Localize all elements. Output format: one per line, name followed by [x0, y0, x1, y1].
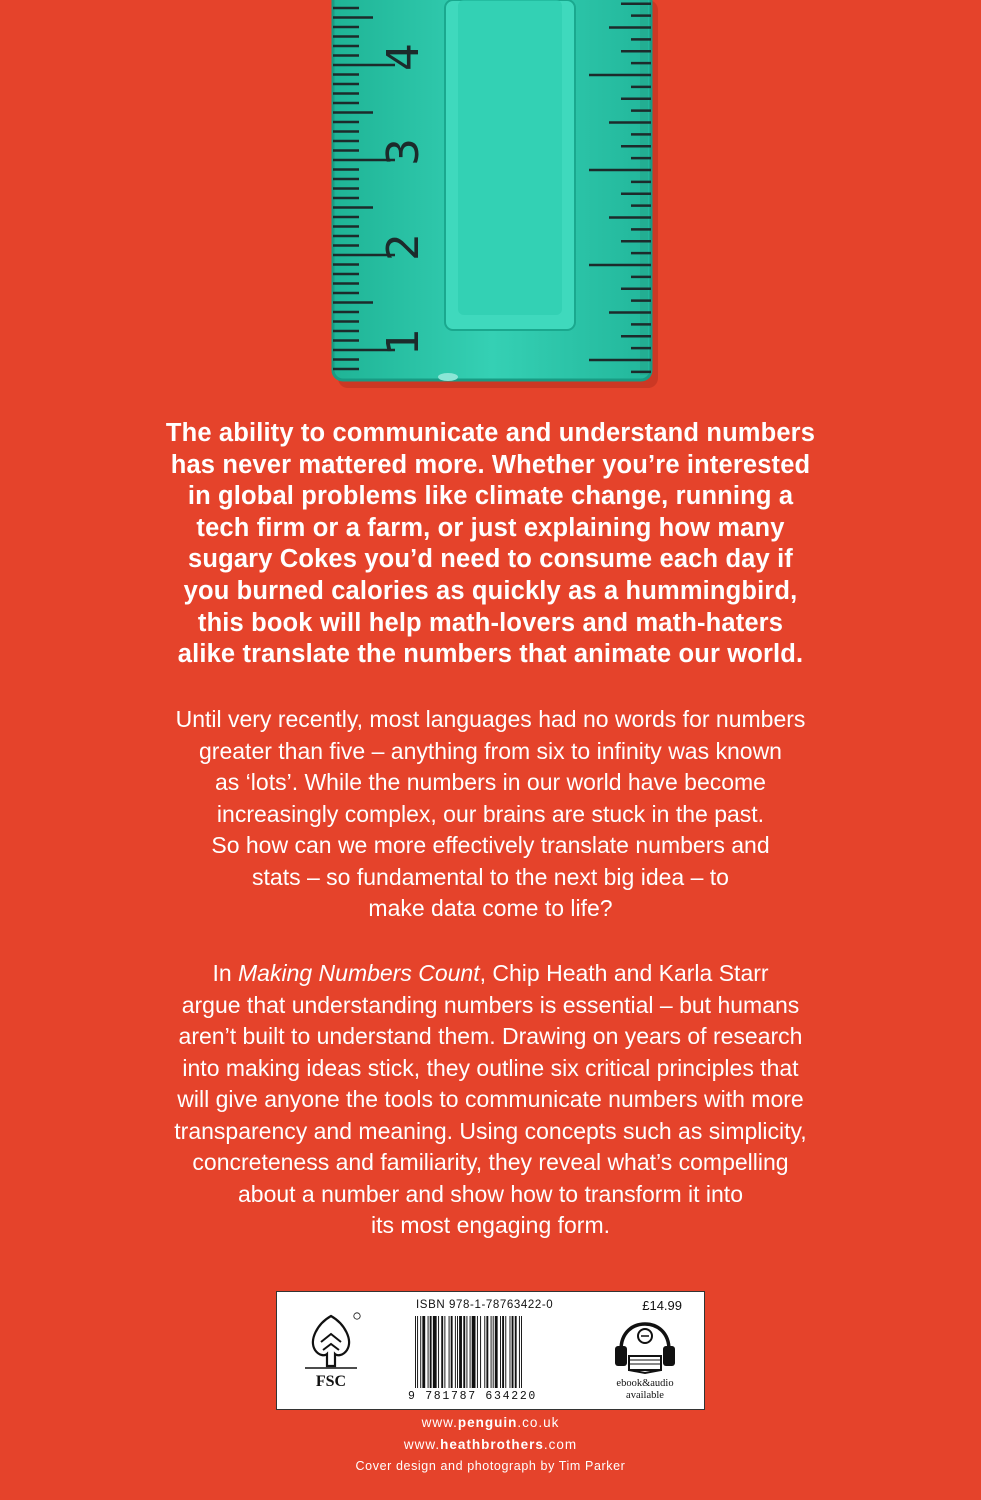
para-line: argue that understanding numbers is essential – but humans — [181, 991, 800, 1018]
barcode-bar — [417, 1316, 418, 1388]
ruler-number: 1 — [378, 328, 429, 356]
barcode-bar — [449, 1316, 450, 1388]
para-line: So how can we more effectively translate numbers and — [211, 832, 770, 858]
fsc-logo-icon — [299, 1310, 363, 1390]
penguin-url[interactable] — [0, 1415, 981, 1430]
lead-line: you burned calories as quickly as a hummingbird, — [183, 576, 798, 605]
lead-line: sugary Cokes you’d need to consume each day if — [188, 545, 793, 574]
para-line: about a number and show how to transform it into — [237, 1180, 743, 1207]
barcode-bar — [486, 1316, 488, 1388]
barcode-bar — [438, 1316, 439, 1388]
lead-line: alike translate the numbers that animate our world. — [177, 640, 804, 669]
barcode-bar — [519, 1316, 520, 1388]
para-line: concreteness and familiarity, they reveal what’s compelling — [192, 1149, 789, 1175]
ebook-audio-label — [597, 1378, 693, 1402]
audio-label-line: available — [626, 1390, 664, 1401]
barcode-bar — [441, 1316, 443, 1388]
book-title: Making Numbers Count — [238, 960, 480, 986]
para-suffix: , Chip Heath and Karla Starr — [479, 960, 769, 986]
body-paragraph-2 — [60, 958, 921, 1242]
para-line: will give anyone the tools to communicate numbers with more — [177, 1086, 804, 1112]
barcode-bar — [433, 1316, 437, 1388]
fsc-label: FSC — [315, 1373, 347, 1390]
barcode-bar — [459, 1316, 462, 1388]
barcode-bar — [484, 1316, 485, 1388]
lead-line: tech firm or a farm, or just explaining how many — [196, 513, 785, 542]
url-domain: penguin — [457, 1415, 518, 1430]
barcode-bar — [428, 1316, 429, 1388]
barcode-bar — [477, 1316, 478, 1388]
ruler-number: 4 — [378, 43, 429, 71]
barcode-bar — [505, 1316, 506, 1388]
barcode-bar — [463, 1316, 465, 1388]
lead-paragraph — [60, 418, 921, 671]
barcode-bar — [466, 1316, 467, 1388]
body-paragraph-1 — [60, 704, 921, 925]
barcode-digits: 9 781787 634220 — [408, 1390, 538, 1403]
ruler-number: 3 — [378, 138, 429, 166]
heathbrothers-url[interactable] — [0, 1437, 981, 1452]
barcode-bar — [472, 1316, 476, 1388]
barcode-bar — [493, 1316, 494, 1388]
price-label: £14.99 — [642, 1298, 682, 1313]
para-line: Until very recently, most languages had no words for numbers — [175, 706, 806, 732]
ruler-illustration — [0, 0, 981, 400]
ruler-number: 2 — [378, 233, 429, 261]
url-domain: heathbrothers — [440, 1437, 544, 1452]
para-line-first — [60, 958, 921, 990]
barcode-bar — [457, 1316, 458, 1388]
barcode-icon — [413, 1316, 557, 1388]
barcode-bar — [515, 1316, 517, 1388]
lead-line: The ability to communicate and understand numbers — [165, 419, 816, 447]
barcode-panel — [276, 1291, 705, 1410]
barcode-bar — [491, 1316, 492, 1388]
isbn-number: ISBN 978-1-78763422-0 — [416, 1299, 554, 1311]
barcode-bar — [500, 1316, 501, 1388]
barcode-bar — [422, 1316, 425, 1388]
para-line: into making ideas stick, they outline six critical principles that — [182, 1054, 799, 1081]
para-line: greater than five – anything from six to infinity was known — [199, 737, 782, 764]
barcode-bar — [512, 1316, 514, 1388]
url-prefix: www. — [421, 1415, 458, 1430]
barcode-bar — [510, 1316, 511, 1388]
para-line: its most engaging form. — [370, 1212, 611, 1238]
para-prefix: In — [212, 960, 239, 986]
barcode-bar — [495, 1316, 498, 1388]
barcode-bar — [430, 1316, 432, 1388]
ruler-photo — [0, 0, 981, 400]
barcode-bar — [455, 1316, 456, 1388]
ebook-audio-icon — [611, 1320, 679, 1376]
barcode-bar — [444, 1316, 445, 1388]
barcode-bar — [502, 1316, 504, 1388]
barcode-bar — [451, 1316, 453, 1388]
barcode-bar — [480, 1316, 481, 1388]
para-line: make data come to life? — [368, 895, 613, 921]
barcode-bar — [415, 1316, 416, 1388]
para-line: transparency and meaning. Using concepts such as simplicity, — [174, 1117, 807, 1144]
lead-line: this book will help math-lovers and math-haters — [197, 608, 784, 637]
barcode-bar — [470, 1316, 471, 1388]
lead-line: in global problems like climate change, running a — [187, 482, 794, 511]
barcode-bar — [420, 1316, 421, 1388]
para-line: aren’t built to understand them. Drawing on years of research — [178, 1023, 803, 1049]
para-line: stats – so fundamental to the next big idea – to — [252, 863, 729, 890]
para-line: as ‘lots’. While the numbers in our world have become — [215, 769, 766, 795]
url-suffix: .co.uk — [517, 1415, 560, 1430]
para-line: increasingly complex, our brains are stuck in the past. — [216, 800, 765, 827]
barcode-bar — [521, 1316, 522, 1388]
audio-label-line: ebook&audio — [616, 1378, 674, 1389]
url-suffix: .com — [543, 1437, 578, 1452]
lead-line: has never mattered more. Whether you’re interested — [170, 450, 811, 479]
cover-credit: Cover design and photograph by Tim Parker — [355, 1459, 626, 1473]
url-prefix: www. — [403, 1437, 441, 1452]
